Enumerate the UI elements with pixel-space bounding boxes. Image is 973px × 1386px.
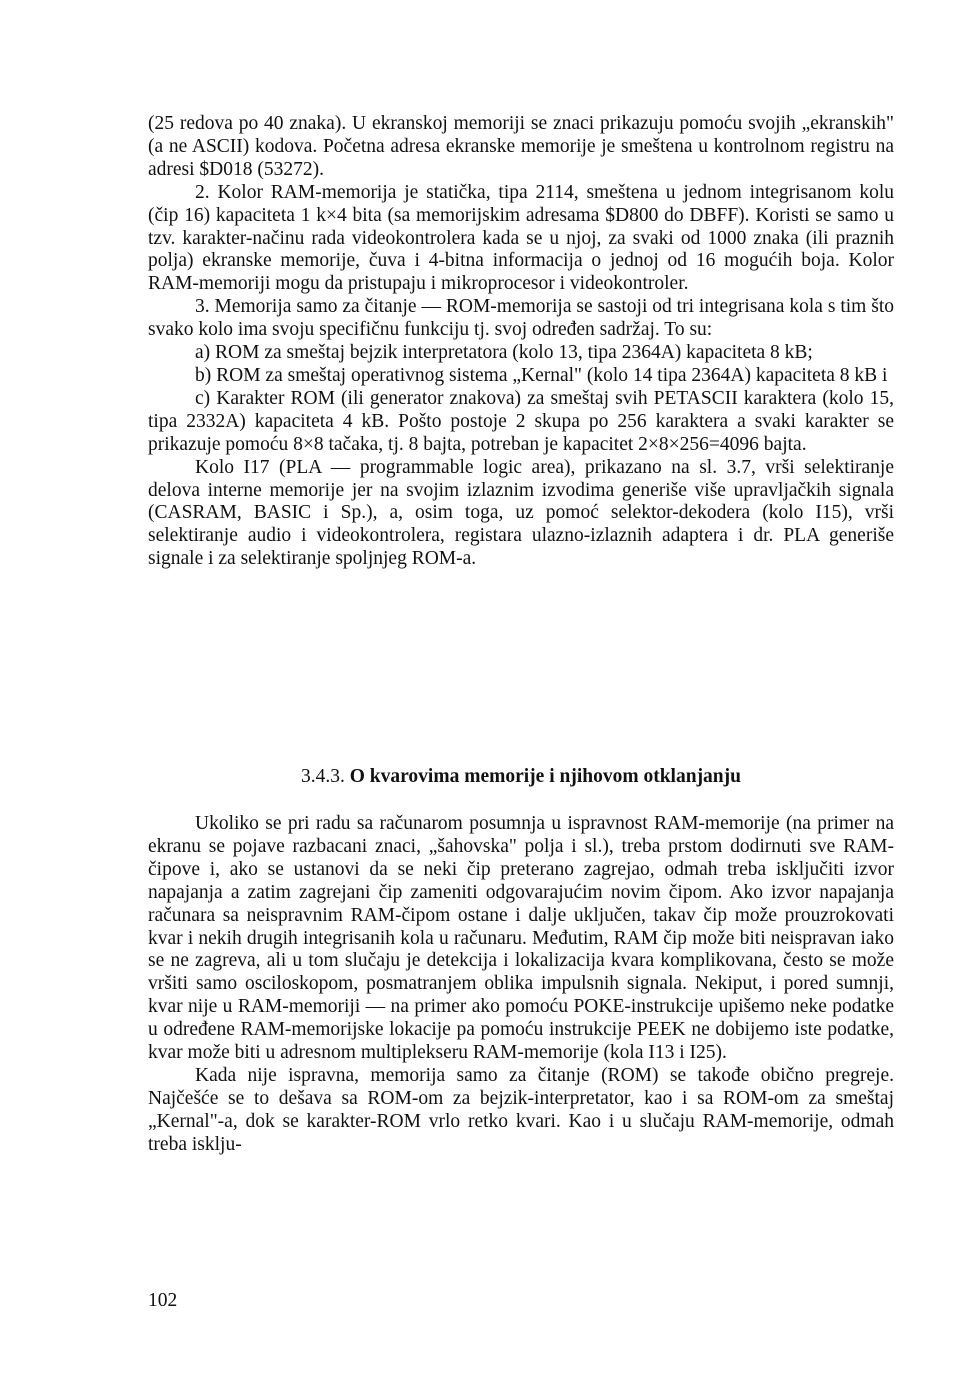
section-number: 3.4.3.: [300, 766, 345, 787]
paragraph-screen-memory: (25 redova po 40 znaka). U ekranskoj memoriji se znaci prikazuju pomoću svojih „ekranskih" (a ne ASCII) kodova. Početna adresa ekranske memorije je smeštena u kontrolnom registru na adresi $D018 (53272).: [148, 113, 894, 180]
paragraph-rom-faults: Kada nije ispravna, memorija samo za čitanje (ROM) se takođe obično pregreje. Najčešće se to dešava sa ROM-om za bejzik-interpretator, kao i sa ROM-om za smeštaj „Kernal"-a, dok se karakter-ROM vrlo retko kvari. Kao i u slučaju RAM-memorije, odmah treba isklju-: [148, 1064, 894, 1155]
list-item-character-rom: c) Karakter ROM (ili generator znakova) za smeštaj svih PETASCII karaktera (kolo 15, tipa 2332A) kapaciteta 4 kB. Pošto postoje 2 skupa po 256 karaktera a svaki karakter se prikazuje pomoću 8×8 tačaka, tj. 8 bajta, potreban je kapacitet 2×8×256=4096 bajta.: [148, 387, 894, 455]
paragraph-rom-memory: 3. Memorija samo za čitanje — ROM-memorija se sastoji od tri integrisana kola s tim što svako kolo ima svoju specifičnu funkciju tj. svoj određen sadržaj. To su:: [148, 296, 894, 341]
section-heading: [148, 765, 894, 788]
paragraph-color-ram: 2. Kolor RAM-memorija je statička, tipa 2114, smeštena u jednom integrisanom kolu (čip 16) kapaciteta 1 k×4 bita (sa memorijskim adresama $D800 do DBFF). Koristi se samo u tzv. karakter-načinu rada videokontrolera kada se u njoj, za svaki od 1000 znaka (ili praznih polja) ekranske memorije, čuva i 4-bitna informacija o jednoj od 16 mogućih boja. Kolor RAM-memoriji mogu da pristupaju i mikroprocesor i videokontroler.: [148, 181, 894, 295]
paragraph-pla: Kolo I17 (PLA — programmable logic area), prikazano na sl. 3.7, vrši selektiranje delova interne memorije jer na svojim izlaznim izvodima generiše više upravljačkih signala (CASRAM, BASIC i Sp.), a, osim toga, uz pomoć selektor-dekodera (kolo I15), vrši selektiranje audio i videokontrolera, registara ulazno-izlaznih adaptera i dr. PLA generiše signale i za selektiranje spoljnjeg ROM-a.: [148, 456, 894, 570]
page-number: 102: [148, 1290, 178, 1311]
body-text-bottom: [148, 813, 894, 1157]
section-title: O kvarovima memorije i njihovom otklanjanju: [349, 766, 741, 787]
paragraph-ram-faults: Ukoliko se pri radu sa računarom posumnja u ispravnost RAM-memorije (na primer na ekranu se pojave razbacani znaci, „šahovska" polja i sl.), treba prstom dodirnuti sve RAM-čipove i, ako se ustanovi da se neki čip preterano zagrejao, odmah treba isključiti izvor napajanja a zatim zagrejani čip zameniti odgovarajućim novim čipom. Ako izvor napajanja računara sa neispravnim RAM-čipom ostane i dalje uključen, takav čip može prouzrokovati kvar i nekih drugih integrisanih kola u računaru. Međutim, RAM čip može biti neispravan iako se ne zagreva, ali u tom slučaju je detekcija i lokalizacija kvara komplikovana, često se može vršiti samo osciloskopom, posmatranjem oblika impulsnih signala. Nekiput, i pored sumnji, kvar nije u RAM-memoriji — na primer ako pomoću POKE-instrukcije upišemo neke podatke u određene RAM-memorijske lokacije pa pomoću instrukcije PEEK ne dobijemo iste podatke, kvar može biti u adresnom multiplekseru RAM-memorije (kola I13 i I25).: [148, 813, 894, 1064]
body-text-top: [148, 113, 894, 571]
list-item-basic-rom: a) ROM za smeštaj bejzik interpretatora (kolo 13, tipa 2364A) kapaciteta 8 kB;: [195, 342, 813, 364]
list-item-kernal-rom: b) ROM za smeštaj operativnog sistema „Kernal" (kolo 14 tipa 2364A) kapaciteta 8 kB i: [195, 364, 888, 386]
